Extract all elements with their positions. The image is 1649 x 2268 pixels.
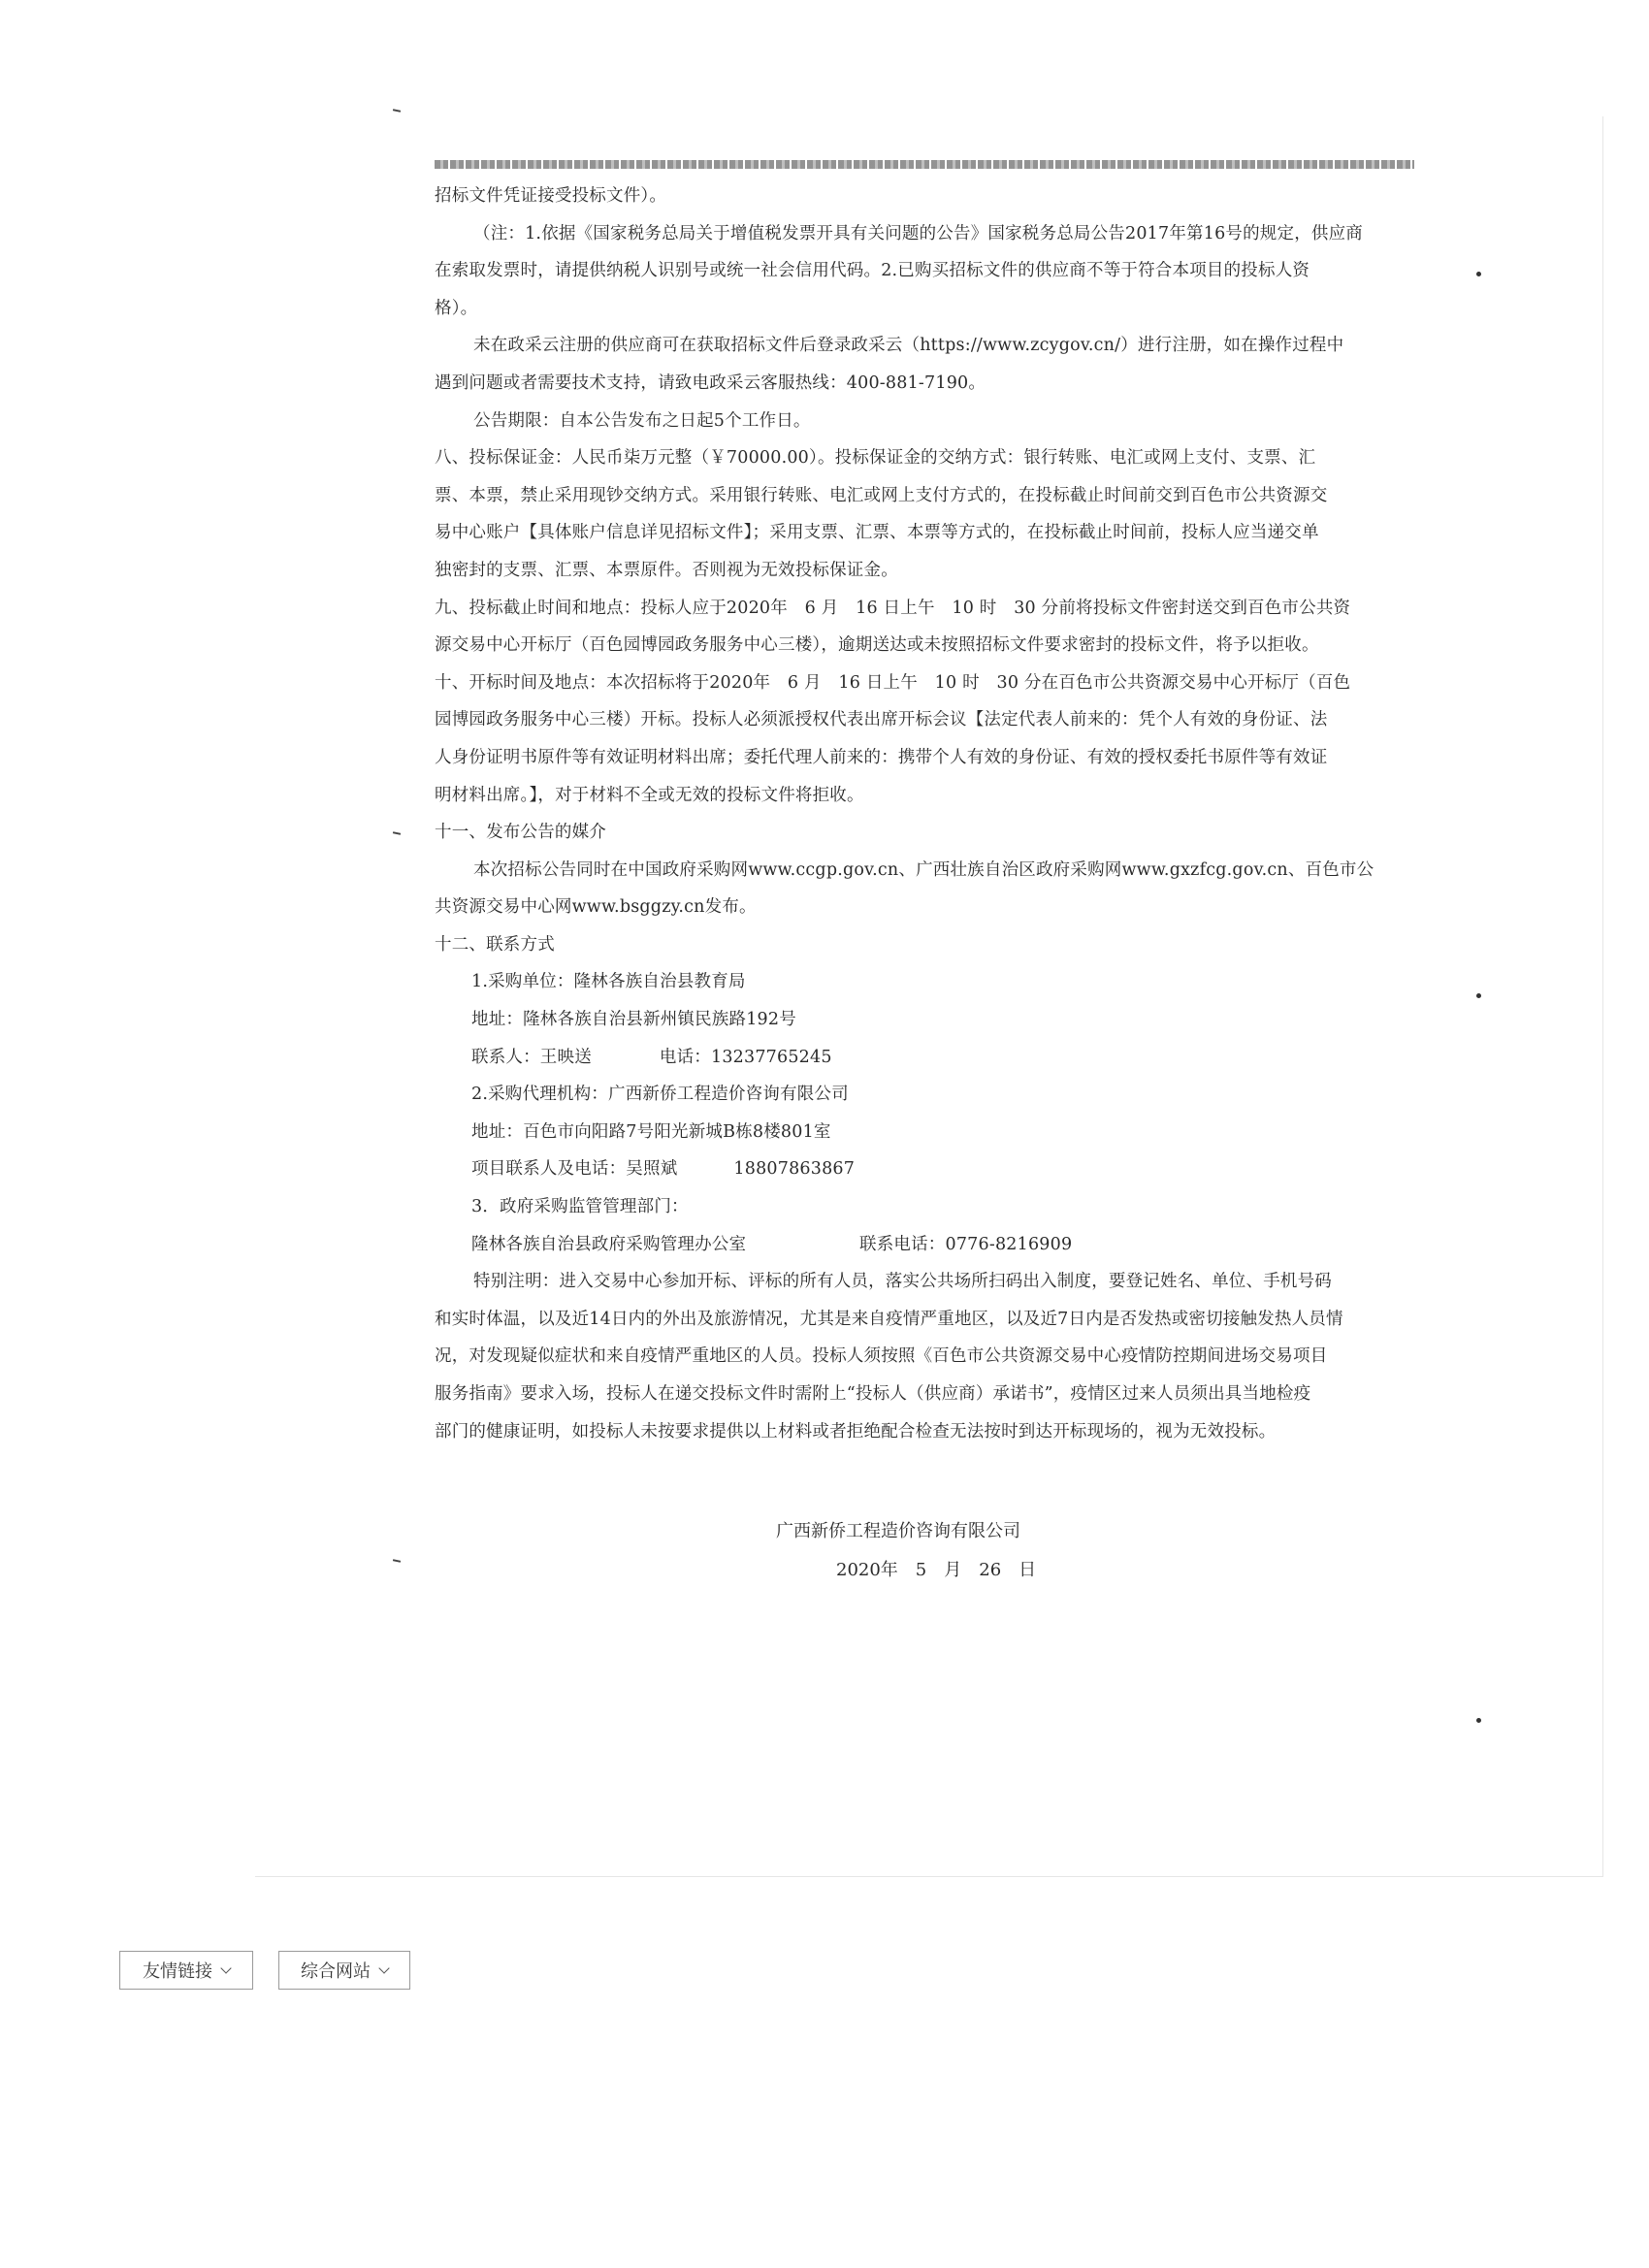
section-8-line: 票、本票，禁止采用现钞交纳方式。采用银行转账、电汇或网上支付方式的，在投标截止时间前交到百色市公共资源交 <box>435 485 1328 505</box>
media-line: 本次招标公告同时在中国政府采购网www.ccgp.gov.cn、广西壮族自治区政府采购网www.gxzfcg.gov.cn、百色市公 <box>473 859 1374 880</box>
note-line: 格）。 <box>435 298 478 318</box>
scan-speck <box>1476 272 1481 276</box>
media-line: 共资源交易中心网www.bsggzy.cn发布。 <box>435 897 757 918</box>
special-note-line: 部门的健康证明，如投标人未按要求提供以上材料或者拒绝配合检查无法按时到达开标现场的，视为无效投标。 <box>435 1421 1277 1442</box>
buyer-address: 地址：隆林各族自治县新州镇民族路192号 <box>471 1010 796 1030</box>
portal-sites-dropdown[interactable] <box>278 1951 410 1990</box>
special-note-line: 特别注明：进入交易中心参加开标、评标的所有人员，落实公共场所扫码出入制度，要登记姓名、单位、手机号码 <box>473 1272 1332 1292</box>
buyer-contact-row <box>435 1039 1424 1077</box>
chevron-down-icon <box>220 1962 231 1973</box>
section-10-line: 十、开标时间及地点：本次招标将于2020年 6 月 16 日上午 10 时 30 分在百色市公共资源交易中心开标厅（百色 <box>435 672 1351 693</box>
agent-address: 地址：百色市向阳路7号阳光新城B栋8楼801室 <box>471 1121 831 1142</box>
special-note-line: 和实时体温，以及近14日内的外出及旅游情况，尤其是来自疫情严重地区，以及近7日内是否发热或密切接触发热人员情 <box>435 1309 1343 1329</box>
notice-body <box>435 178 1424 1450</box>
registration-line: 未在政采云注册的供应商可在获取招标文件后登录政采云（https://www.zcygov.cn/）进行注册，如在操作过程中 <box>473 336 1344 356</box>
agent-contact: 项目联系人及电话：吴照斌 <box>471 1159 678 1180</box>
section-10-line: 明材料出席。】，对于材料不全或无效的投标文件将拒收。 <box>435 785 864 805</box>
regulator-name: 隆林各族自治县政府采购管理办公室 <box>471 1234 747 1254</box>
cropped-text-line <box>435 157 1414 171</box>
section-9-line: 九、投标截止时间和地点：投标人应于2020年 6 月 16 日上午 10 时 30 分前将投标文件密封送交到百色市公共资 <box>435 598 1351 618</box>
scan-speck <box>1476 1718 1481 1723</box>
section-8-line: 易中心账户【具体账户信息详见招标文件】；采用支票、汇票、本票等方式的，在投标截止时间前，投标人应当递交单 <box>435 523 1319 543</box>
buyer-contact: 联系人：王映送 <box>471 1047 592 1067</box>
regulator-phone: 联系电话：0776-8216909 <box>859 1234 1073 1254</box>
regulator-row <box>435 1226 1424 1264</box>
section-10-line: 园博园政务服务中心三楼）开标。投标人必须派授权代表出席开标会议【法定代表人前来的：凭个人有效的身份证、法 <box>435 710 1328 730</box>
friendly-links-dropdown[interactable] <box>119 1951 253 1990</box>
special-note-line: 服务指南》要求入场，投标人在递交投标文件时需附上“投标人（供应商）承诺书”，疫情区过来人员须出具当地检疫 <box>435 1384 1311 1404</box>
regulator-line: 3．政府采购监管管理部门： <box>471 1197 689 1217</box>
scan-speck <box>1476 993 1481 998</box>
portal-sites-label: 综合网站 <box>301 1961 371 1982</box>
agent-line: 2.采购代理机构：广西新侨工程造价咨询有限公司 <box>471 1085 849 1105</box>
buyer-phone: 电话：13237765245 <box>659 1047 832 1067</box>
section-8-line: 独密封的支票、汇票、本票原件。否则视为无效投标保证金。 <box>435 560 898 580</box>
notice-period: 公告期限：自本公告发布之日起5个工作日。 <box>473 410 811 431</box>
buyer-line: 1.采购单位：隆林各族自治县教育局 <box>471 972 746 992</box>
special-note-line: 况，对发现疑似症状和来自疫情严重地区的人员。投标人须按照《百色市公共资源交易中心疫情防控期间进场交易项目 <box>435 1346 1328 1367</box>
section-9-line: 源交易中心开标厅（百色园博园政务服务中心三楼），逾期送达或未按照招标文件要求密封的投标文件，将予以拒收。 <box>435 635 1319 656</box>
signature-date: 2020年 5 月 26 日 <box>836 1560 1037 1580</box>
agent-contact-row <box>435 1150 1424 1188</box>
note-line: 在索取发票时，请提供纳税人识别号或统一社会信用代码。2.已购买招标文件的供应商不等于符合本项目的投标人资 <box>435 261 1310 281</box>
section-8-line: 八、投标保证金：人民币柒万元整（￥70000.00）。投标保证金的交纳方式：银行转账、电汇或网上支付、支票、汇 <box>435 448 1316 469</box>
note-line: （注：1.依据《国家税务总局关于增值税发票开具有关问题的公告》国家税务总局公告2017年第16号的规定，供应商 <box>473 223 1363 243</box>
section-11-heading: 十一、发布公告的媒介 <box>435 823 606 843</box>
text-line: 招标文件凭证接受投标文件）。 <box>435 186 667 206</box>
agent-phone: 18807863867 <box>733 1159 856 1180</box>
friendly-links-label: 友情链接 <box>143 1961 212 1982</box>
scan-mark <box>393 109 401 113</box>
chevron-down-icon <box>378 1962 389 1973</box>
signature-company: 广西新侨工程造价咨询有限公司 <box>776 1521 1020 1541</box>
registration-line: 遇到问题或者需要技术支持，请致电政采云客服热线：400-881-7190。 <box>435 373 986 393</box>
section-12-heading: 十二、联系方式 <box>435 934 555 955</box>
section-10-line: 人身份证明书原件等有效证明材料出席；委托代理人前来的：携带个人有效的身份证、有效的授权委托书原件等有效证 <box>435 747 1328 767</box>
